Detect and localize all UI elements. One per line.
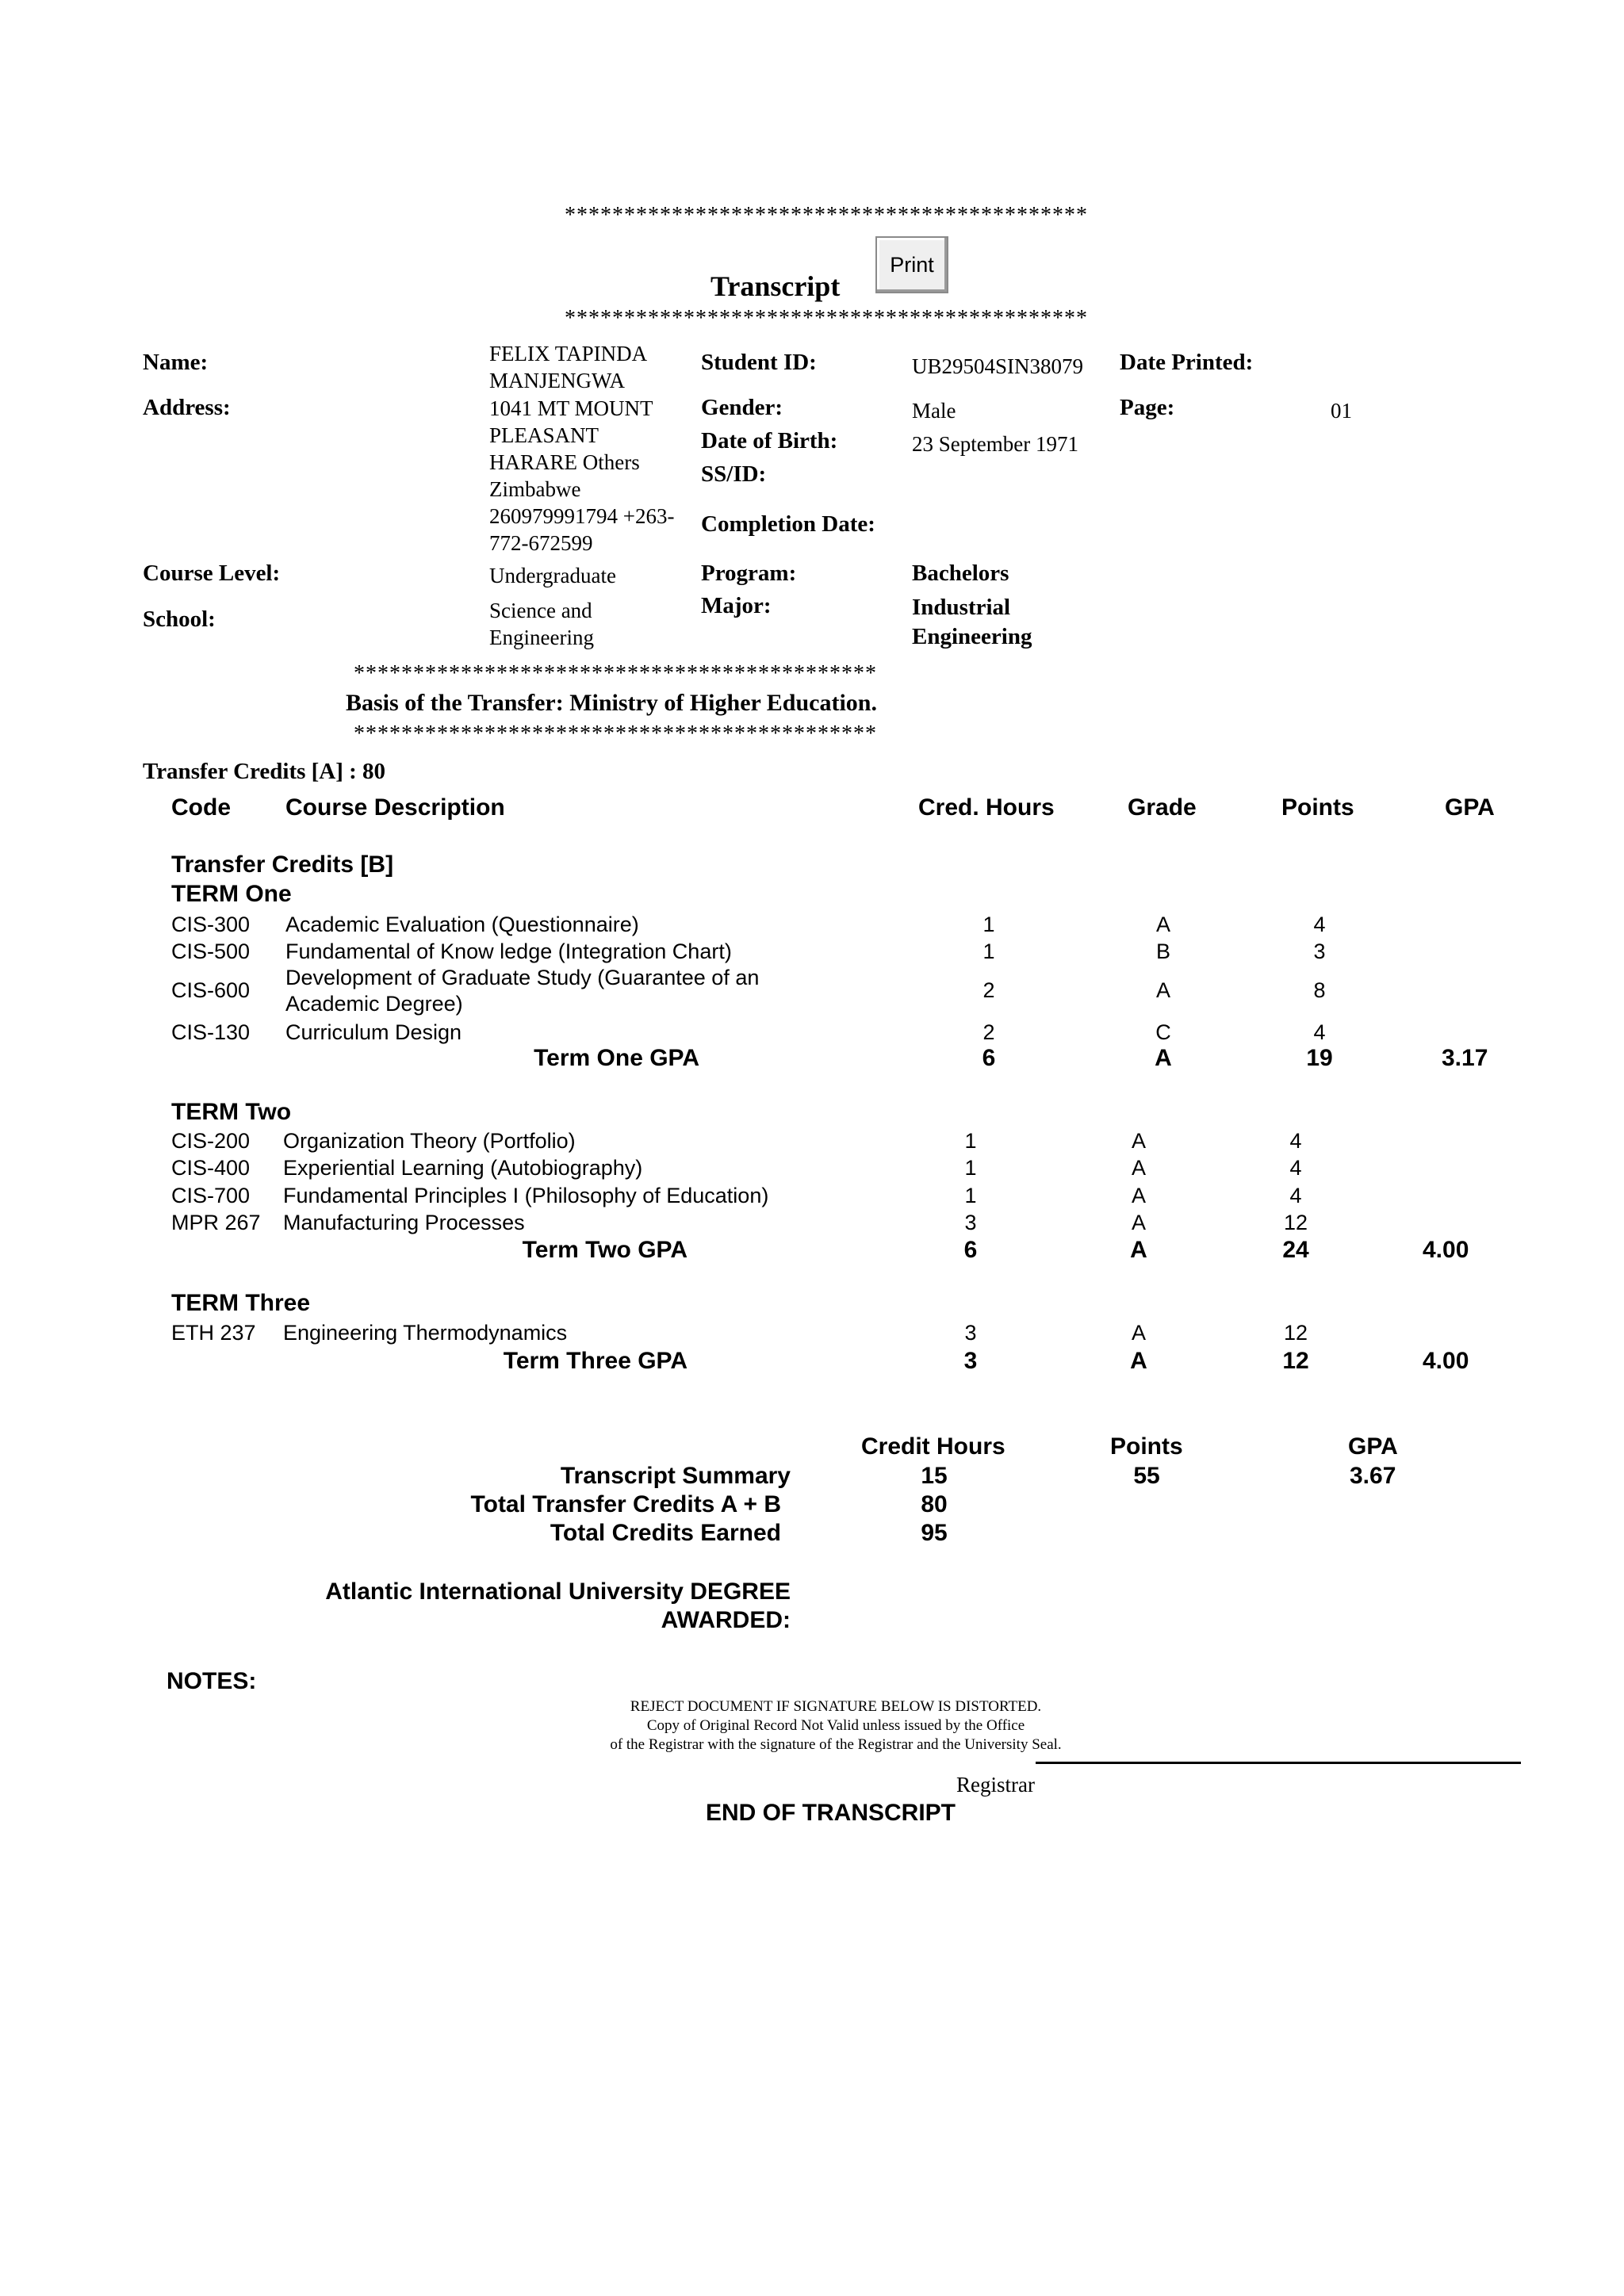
basis-stars-bottom: ******************************************** (354, 721, 877, 746)
basis-of-transfer: Basis of the Transfer: Ministry of Higher Education. (346, 690, 877, 716)
course-code: CIS-200 (171, 1129, 251, 1153)
course-grade: A (1155, 913, 1170, 936)
course-code: ETH 237 (171, 1321, 256, 1345)
term-one-gpa: 3.17 (1442, 1045, 1488, 1071)
term-two-gpa: 4.00 (1423, 1237, 1469, 1263)
term-one-gpa-label: Term One GPA (534, 1045, 699, 1071)
course-points: 4 (1289, 1184, 1302, 1207)
page-title: Transcript (710, 270, 841, 302)
registrar-label: Registrar (956, 1773, 1035, 1797)
total-earned-value: 95 (921, 1520, 948, 1546)
course-description: Manufacturing Processes (283, 1211, 525, 1234)
term-three-grade: A (1130, 1348, 1147, 1374)
course-code: CIS-300 (171, 913, 251, 936)
course-points: 8 (1313, 978, 1326, 1002)
course-hours: 1 (964, 1129, 977, 1153)
course-hours: 2 (982, 1020, 995, 1044)
course-points: 12 (1283, 1321, 1308, 1345)
completion-date-label: Completion Date: (701, 511, 875, 537)
course-grade: A (1131, 1321, 1146, 1345)
notes-label: NOTES: (167, 1668, 257, 1694)
address-label: Address: (143, 395, 231, 420)
course-points: 4 (1289, 1156, 1302, 1180)
school-value: Science and Engineering (489, 599, 594, 649)
course-points: 4 (1313, 913, 1326, 936)
date-printed-label: Date Printed: (1120, 350, 1254, 375)
copy-notice-1: Copy of Original Record Not Valid unless issued by the Office (646, 1717, 1025, 1734)
term-one-grade: A (1155, 1045, 1172, 1071)
course-description: Experiential Learning (Autobiography) (283, 1156, 643, 1180)
course-grade: A (1131, 1156, 1146, 1180)
course-grade: B (1155, 939, 1170, 963)
major-value: Industrial Engineering (912, 595, 1032, 649)
col-description: Course Description (285, 794, 505, 821)
course-hours: 1 (982, 939, 995, 963)
total-transfer-value: 80 (921, 1491, 948, 1517)
term-two-grade: A (1130, 1237, 1147, 1263)
course-code: CIS-130 (171, 1020, 251, 1044)
student-id-value: UB29504SIN38079 (912, 354, 1084, 378)
transcript-summary-points: 55 (1133, 1463, 1160, 1489)
term-three-hours: 3 (963, 1348, 978, 1374)
col-points: Points (1281, 794, 1354, 821)
course-grade: C (1155, 1020, 1171, 1044)
student-id-label: Student ID: (701, 350, 817, 375)
course-hours: 1 (964, 1184, 977, 1207)
student-address: 1041 MT MOUNT PLEASANT HARARE Others Zimbabwe 260979991794 +263- 772-672599 (489, 396, 675, 555)
page-number-value: 01 (1331, 399, 1352, 423)
course-hours: 1 (982, 913, 995, 936)
col-cred-hours: Cred. Hours (918, 794, 1055, 821)
col-grade: Grade (1128, 794, 1197, 821)
stars-top: ******************************************** (565, 203, 1088, 228)
course-code: CIS-600 (171, 978, 251, 1002)
course-code: CIS-400 (171, 1156, 251, 1180)
col-code: Code (171, 794, 231, 821)
signature-line (1036, 1762, 1521, 1764)
course-points: 4 (1289, 1129, 1302, 1153)
course-grade: A (1131, 1211, 1146, 1234)
course-grade: A (1155, 978, 1170, 1002)
name-label: Name: (143, 350, 209, 375)
course-hours: 3 (964, 1321, 977, 1345)
summary-col-hours: Credit Hours (861, 1433, 1005, 1460)
term-two-hours: 6 (963, 1237, 978, 1263)
end-of-transcript: END OF TRANSCRIPT (706, 1800, 956, 1826)
term-three-gpa-label: Term Three GPA (503, 1348, 688, 1374)
print-button[interactable]: Print (875, 236, 948, 293)
total-transfer-label: Total Transfer Credits A + B (470, 1491, 781, 1517)
dob-label: Date of Birth: (701, 428, 838, 453)
course-level-label: Course Level: (143, 561, 281, 586)
transcript-summary-label: Transcript Summary (560, 1463, 791, 1489)
course-hours: 2 (982, 978, 995, 1002)
basis-stars-top: ******************************************** (354, 661, 877, 686)
gender-value: Male (912, 399, 956, 423)
student-name: FELIX TAPINDA MANJENGWA (489, 342, 648, 392)
course-code: MPR 267 (171, 1211, 261, 1234)
course-description: Academic Evaluation (Questionnaire) (285, 913, 639, 936)
dob-value: 23 September 1971 (912, 432, 1078, 456)
summary-col-gpa: GPA (1348, 1433, 1398, 1460)
course-description: Organization Theory (Portfolio) (283, 1129, 576, 1153)
transfer-credits-b: Transfer Credits [B] (171, 851, 394, 878)
transcript-summary-hours: 15 (921, 1463, 948, 1489)
program-label: Program: (701, 561, 797, 586)
course-description: Curriculum Design (285, 1020, 462, 1044)
term-three-gpa: 4.00 (1423, 1348, 1469, 1374)
term-one-points: 19 (1306, 1045, 1333, 1071)
major-label: Major: (701, 593, 772, 618)
term-three-points: 12 (1282, 1348, 1309, 1374)
transcript-summary-gpa: 3.67 (1350, 1463, 1396, 1489)
page-number-label: Page: (1120, 395, 1175, 420)
course-points: 3 (1313, 939, 1326, 963)
school-label: School: (143, 607, 216, 632)
col-gpa: GPA (1445, 794, 1495, 821)
term-three-title: TERM Three (171, 1290, 311, 1316)
course-hours: 3 (964, 1211, 977, 1234)
ssid-label: SS/ID: (701, 461, 767, 487)
stars-bottom: ******************************************** (565, 306, 1088, 331)
term-two-points: 24 (1282, 1237, 1309, 1263)
summary-col-points: Points (1110, 1433, 1183, 1460)
course-grade: A (1131, 1129, 1146, 1153)
term-two-title: TERM Two (171, 1099, 292, 1125)
copy-notice-2: of the Registrar with the signature of the Registrar and the University Seal. (610, 1736, 1062, 1753)
transfer-credits-a: Transfer Credits [A] : 80 (143, 759, 386, 784)
gender-label: Gender: (701, 395, 783, 420)
program-value: Bachelors (912, 561, 1009, 586)
term-one-hours: 6 (982, 1045, 996, 1071)
degree-awarded: Atlantic International University DEGREE AWARDED: (325, 1578, 791, 1633)
term-one-title: TERM One (171, 881, 292, 907)
total-earned-label: Total Credits Earned (550, 1520, 781, 1546)
course-grade: A (1131, 1184, 1146, 1207)
course-description: Engineering Thermodynamics (283, 1321, 568, 1345)
course-hours: 1 (964, 1156, 977, 1180)
course-description: Fundamental of Know ledge (Integration Chart) (285, 939, 732, 963)
course-points: 12 (1283, 1211, 1308, 1234)
reject-notice: REJECT DOCUMENT IF SIGNATURE BELOW IS DISTORTED. (630, 1698, 1042, 1715)
course-code: CIS-700 (171, 1184, 251, 1207)
course-description: Development of Graduate Study (Guarantee of an Academic Degree) (285, 966, 760, 1016)
term-two-gpa-label: Term Two GPA (522, 1237, 688, 1263)
course-description: Fundamental Principles I (Philosophy of Education) (283, 1184, 769, 1207)
course-code: CIS-500 (171, 939, 251, 963)
course-level-value: Undergraduate (489, 564, 616, 587)
course-points: 4 (1313, 1020, 1326, 1044)
